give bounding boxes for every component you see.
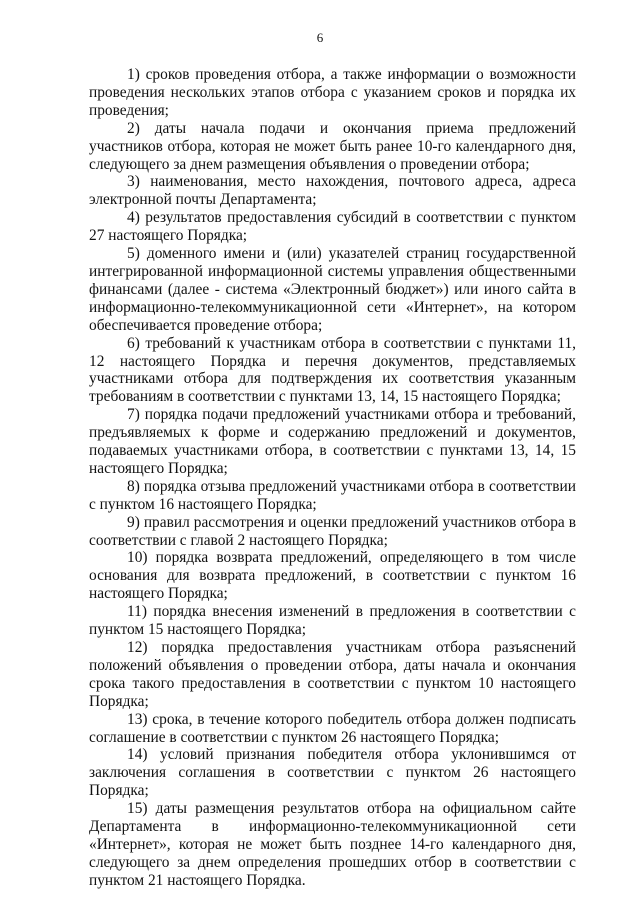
list-item-4: 4) результатов предоставления субсидий в соответствии с пунктом 27 настоящего Порядка; [89,209,576,245]
list-item-6: 6) требований к участникам отбора в соответствии с пунктами 11, 12 настоящего Порядка и перечня документов, представляемых участниками отбора для подтверждения их соответствия указанным требованиям в соответствии с пунктами 13, 14, 15 настоящего Порядка; [89,334,576,406]
list-item-10: 10) порядка возврата предложений, определяющего в том числе основания для возврата предложений, в соответствии с пунктом 16 настоящего Порядка; [89,549,576,603]
list-item-8: 8) порядка отзыва предложений участниками отбора в соответствии с пунктом 16 настоящего Порядка; [89,477,576,513]
list-item-1: 1) сроков проведения отбора, а также информации о возможности проведения нескольких этапов отбора с указанием сроков и порядка их проведения; [89,66,576,119]
list-item-7: 7) порядка подачи предложений участниками отбора и требований, предъявляемых к форме и содержанию предложений и документов, подаваемых участниками отбора, в соответствии с пунктами 13, 14, 15 настоящего Порядка; [89,406,576,477]
list-item-14: 14) условий признания победителя отбора уклонившимся от заключения соглашения в соответствии с пунктом 26 настоящего Порядка; [89,746,576,800]
list-item-3: 3) наименования, место нахождения, почтового адреса, адреса электронной почты Департамента; [89,173,576,209]
list-item-11: 11) порядка внесения изменений в предложения в соответствии с пунктом 15 настоящего Порядка; [89,603,576,639]
list-item-12: 12) порядка предоставления участникам отбора разъяснений положений объявления о проведении отбора, даты начала и окончания срока такого предоставления в соответствии с пунктом 10 настоящего Порядка; [89,639,576,710]
list-item-2: 2) даты начала подачи и окончания приема предложений участников отбора, которая не может быть ранее 10-го календарного дня, следующего за днем размещения объявления о проведении отбора; [89,119,576,173]
numbered-list [89,66,576,890]
page-number: 6 [316,30,324,45]
list-item-9: 9) правил рассмотрения и оценки предложений участников отбора в соответствии с главой 2 настоящего Порядка; [89,513,576,549]
list-item-5: 5) доменного имени и (или) указателей страниц государственной интегрированной информационной системы управления общественными финансами (далее - система «Электронный бюджет») или иного сайта в информационно-телекоммуникационной сети «Интернет», на котором обеспечивается проведение отбора; [89,245,576,334]
list-item-15: 15) даты размещения результатов отбора на официальном сайте Департамента в информационно-телекоммуникационной сети «Интернет», которая не может быть позднее 14-го календарного дня, следующего за днем определения прошедших отбор в соответствии с пунктом 21 настоящего Порядка. [89,800,576,889]
list-item-13: 13) срока, в течение которого победитель отбора должен подписать соглашение в соответствии с пунктом 26 настоящего Порядка; [89,710,576,746]
